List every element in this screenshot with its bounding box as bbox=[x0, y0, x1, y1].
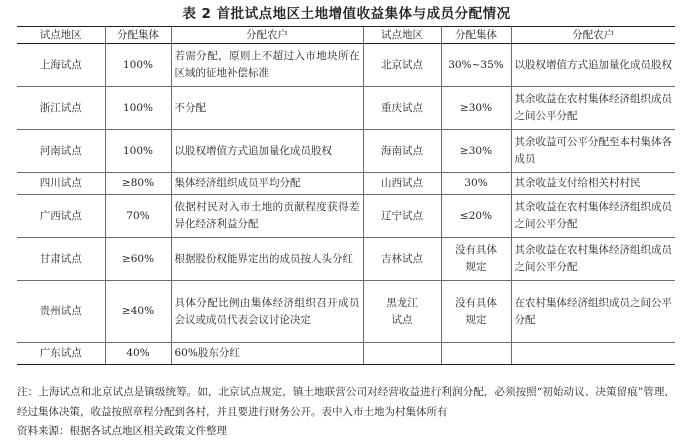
collective-cell: ≥40% bbox=[105, 281, 171, 343]
farmer-cell: 在农村集体经济组织成员之间公平分配 bbox=[511, 281, 675, 343]
collective-cell: ≥60% bbox=[105, 238, 171, 281]
farmer-cell: 集体经济组织成员平均分配 bbox=[171, 173, 363, 195]
farmer-cell: 其余收益在农村集体经济组织成员之间公平分配 bbox=[511, 87, 675, 130]
region-cell bbox=[363, 343, 441, 365]
collective-cell: 没有具体规定 bbox=[441, 238, 511, 281]
farmer-cell: 以股权增值方式追加量化成员股权 bbox=[511, 44, 675, 87]
data-source: 资料来源：根据各试点地区相关政策文件整理 bbox=[17, 425, 227, 437]
region-cell: 重庆试点 bbox=[363, 87, 441, 130]
collective-cell: 100% bbox=[105, 130, 171, 173]
table-note bbox=[17, 383, 675, 442]
collective-cell: ≥30% bbox=[441, 130, 511, 173]
region-cell: 广西试点 bbox=[17, 195, 105, 238]
farmer-cell bbox=[511, 343, 675, 365]
farmer-cell: 以股权增值方式追加量化成员股权 bbox=[171, 130, 363, 173]
header-collective-right: 分配集体 bbox=[441, 27, 511, 44]
farmer-cell: 具体分配比例由集体经济组织召开成员会议或成员代表会议讨论决定 bbox=[171, 281, 363, 343]
table-header-row bbox=[17, 27, 675, 44]
region-cell: 贵州试点 bbox=[17, 281, 105, 343]
collective-cell: 70% bbox=[105, 195, 171, 238]
farmer-cell: 60%股东分红 bbox=[171, 343, 363, 365]
farmer-cell: 其余收益支付给相关村村民 bbox=[511, 173, 675, 195]
header-region-left: 试点地区 bbox=[17, 27, 105, 44]
header-region-right: 试点地区 bbox=[363, 27, 441, 44]
region-cell: 山西试点 bbox=[363, 173, 441, 195]
region-cell: 四川试点 bbox=[17, 173, 105, 195]
table-row bbox=[17, 87, 675, 130]
table-title: 表 2 首批试点地区土地增值收益集体与成员分配情况 bbox=[182, 6, 511, 22]
header-farmer-right: 分配农户 bbox=[511, 27, 675, 44]
collective-cell: ≥80% bbox=[105, 173, 171, 195]
farmer-cell: 其余收益在农村集体经济组织成员之间公平分配 bbox=[511, 195, 675, 238]
collective-cell: 没有具体规定 bbox=[441, 281, 511, 343]
table-row bbox=[17, 281, 675, 343]
table-row bbox=[17, 130, 675, 173]
farmer-cell: 其余收益在农村集体经济组织成员之间公平分配 bbox=[511, 238, 675, 281]
header-farmer-left: 分配农户 bbox=[171, 27, 363, 44]
region-cell: 海南试点 bbox=[363, 130, 441, 173]
table-row bbox=[17, 343, 675, 365]
collective-cell: 100% bbox=[105, 44, 171, 87]
collective-cell: 30%~35% bbox=[441, 44, 511, 87]
distribution-table bbox=[17, 26, 675, 365]
note-text: 注：上海试点和北京试点是镇级统筹。如，北京试点规定，镇土地联营公司对经营收益进行利润分配，必须按照“初始动议、决策留痕”管理，经过集体决策，收益按照章程分配到各村，并且要进行财务公开。表中入市土地为村集体所有 bbox=[17, 386, 675, 418]
region-cell: 北京试点 bbox=[363, 44, 441, 87]
region-cell: 黑龙江试点 bbox=[363, 281, 441, 343]
region-cell: 广东试点 bbox=[17, 343, 105, 365]
table-row bbox=[17, 195, 675, 238]
collective-cell: ≥30% bbox=[441, 87, 511, 130]
region-cell: 河南试点 bbox=[17, 130, 105, 173]
region-cell: 辽宁试点 bbox=[363, 195, 441, 238]
table-row bbox=[17, 238, 675, 281]
farmer-cell: 根据股份权能界定出的成员按人头分红 bbox=[171, 238, 363, 281]
collective-cell: ≤20% bbox=[441, 195, 511, 238]
farmer-cell: 依据村民对入市土地的贡献程度获得差异化经济利益分配 bbox=[171, 195, 363, 238]
farmer-cell: 若需分配，原则上不超过入市地块所在区域的征地补偿标准 bbox=[171, 44, 363, 87]
region-cell: 甘肃试点 bbox=[17, 238, 105, 281]
collective-cell: 100% bbox=[105, 87, 171, 130]
region-cell: 吉林试点 bbox=[363, 238, 441, 281]
collective-cell: 30% bbox=[441, 173, 511, 195]
collective-cell bbox=[441, 343, 511, 365]
table-row bbox=[17, 173, 675, 195]
region-cell: 上海试点 bbox=[17, 44, 105, 87]
region-cell: 浙江试点 bbox=[17, 87, 105, 130]
collective-cell: 40% bbox=[105, 343, 171, 365]
header-collective-left: 分配集体 bbox=[105, 27, 171, 44]
farmer-cell: 不分配 bbox=[171, 87, 363, 130]
farmer-cell: 其余收益可公平分配至本村集体各成员 bbox=[511, 130, 675, 173]
table-row bbox=[17, 44, 675, 87]
